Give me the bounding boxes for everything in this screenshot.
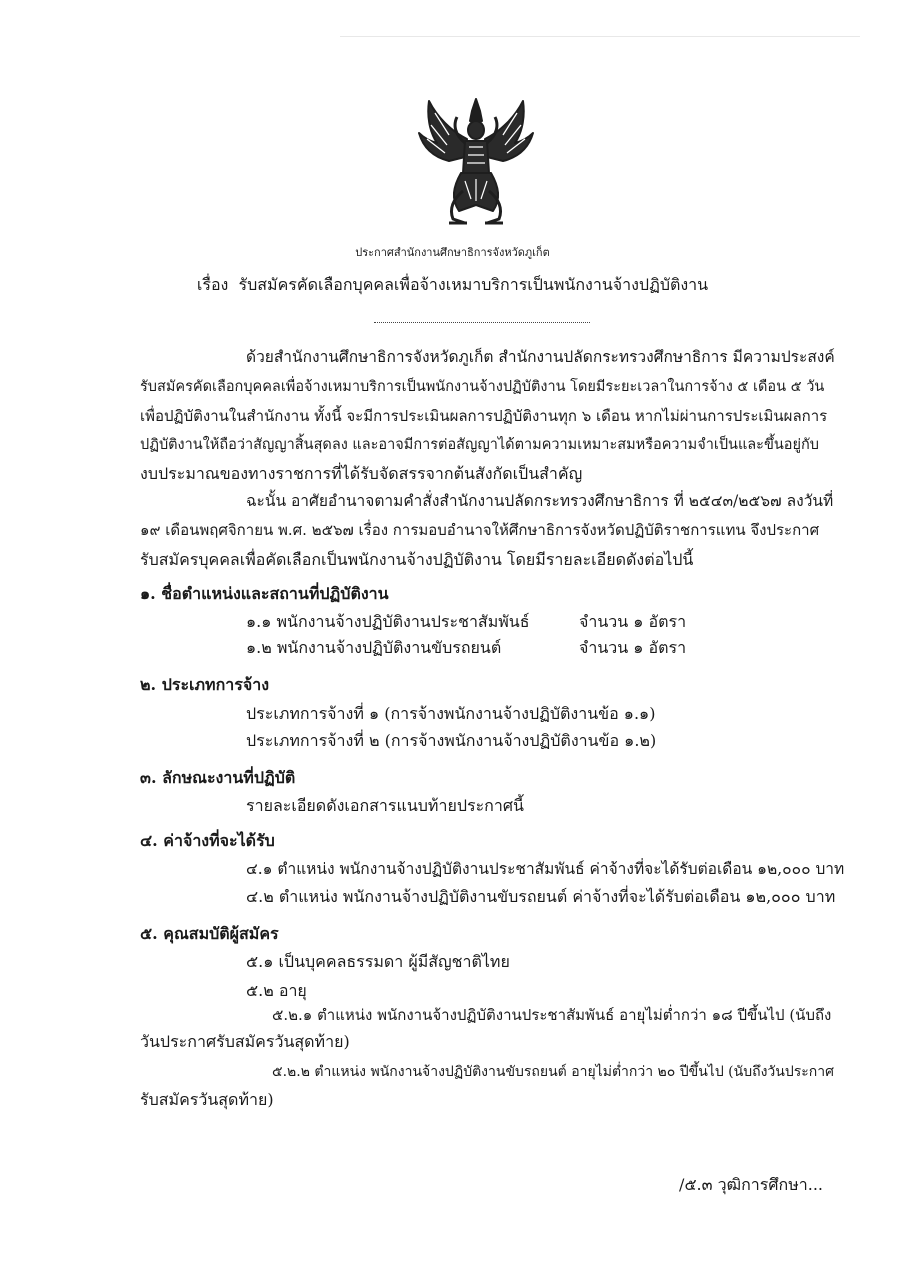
subject-text: รับสมัครคัดเลือกบุคคลเพื่อจ้างเหมาบริการเป็นพนักงานจ้างปฏิบัติงาน xyxy=(238,275,709,294)
garuda-emblem-icon xyxy=(415,95,537,229)
section-5-heading: ๕. คุณสมบัติผู้สมัคร xyxy=(140,924,279,943)
qualification-5-2: ๕.๒ อายุ xyxy=(246,981,307,1000)
employment-type-1: ประเภทการจ้างที่ ๑ (การจ้างพนักงานจ้างปฏิบัติงานข้อ ๑.๑) xyxy=(246,704,656,723)
title-divider xyxy=(374,322,590,323)
section-2-heading: ๒. ประเภทการจ้าง xyxy=(140,675,270,694)
section-3-heading: ๓. ลักษณะงานที่ปฏิบัติ xyxy=(140,768,296,787)
intro-line-5: งบประมาณของทางราชการที่ได้รับจัดสรรจากต้นสังกัดเป็นสำคัญ xyxy=(140,464,583,483)
intro-line-3: เพื่อปฏิบัติงานในสำนักงาน ทั้งนี้ จะมีการประเมินผลการปฏิบัติงานทุก ๖ เดือน หากไม่ผ่านการประเมินผลการ xyxy=(140,407,828,425)
authority-line-2: ๑๙ เดือนพฤศจิกายน พ.ศ. ๒๕๖๗ เรื่อง การมอบอำนาจให้ศึกษาธิการจังหวัดปฏิบัติราชการแทน จึงประกาศ xyxy=(140,521,820,539)
intro-line-4: ปฏิบัติงานให้ถือว่าสัญญาสิ้นสุดลง และอาจมีการต่อสัญญาได้ตามความเหมาะสมหรือความจำเป็นและขึ้นอยู่กับ xyxy=(140,437,819,453)
scan-edge-line xyxy=(340,36,860,37)
authority-line-3: รับสมัครบุคคลเพื่อคัดเลือกเป็นพนักงานจ้างปฏิบัติงาน โดยมีรายละเอียดดังต่อไปนี้ xyxy=(140,550,694,569)
qualification-5-1: ๕.๑ เป็นบุคคลธรรมดา ผู้มีสัญชาติไทย xyxy=(246,952,510,971)
qualification-5-2-1-line-2: วันประกาศรับสมัครวันสุดท้าย) xyxy=(140,1032,350,1051)
job-description-text: รายละเอียดดังเอกสารแนบท้ายประกาศนี้ xyxy=(246,796,524,815)
qualification-5-2-1-line-1: ๕.๒.๑ ตำแหน่ง พนักงานจ้างปฏิบัติงานประชาสัมพันธ์ อายุไม่ต่ำกว่า ๑๘ ปีขึ้นไป (นับถึง xyxy=(272,1006,832,1024)
intro-line-2: รับสมัครคัดเลือกบุคคลเพื่อจ้างเหมาบริการเป็นพนักงานจ้างปฏิบัติงาน โดยมีระยะเวลาในการจ้าง ๕ เดือน ๕ วัน xyxy=(140,379,825,395)
continuation-note: /๕.๓ วุฒิการศึกษา... xyxy=(679,1175,823,1194)
position-1-count: จำนวน ๑ อัตรา xyxy=(579,612,687,631)
wage-line-1: ๔.๑ ตำแหน่ง พนักงานจ้างปฏิบัติงานประชาสัมพันธ์ ค่าจ้างที่จะได้รับต่อเดือน ๑๒,๐๐๐ บาท xyxy=(246,860,845,878)
announcement-subject-line xyxy=(0,273,905,298)
subject-label: เรื่อง xyxy=(196,275,229,294)
wage-line-2: ๔.๒ ตำแหน่ง พนักงานจ้างปฏิบัติงานขับรถยนต์ ค่าจ้างที่จะได้รับต่อเดือน ๑๒,๐๐๐ บาท xyxy=(246,887,836,906)
qualification-5-2-2-line-1: ๕.๒.๒ ตำแหน่ง พนักงานจ้างปฏิบัติงานขับรถยนต์ อายุไม่ต่ำกว่า ๒๐ ปีขึ้นไป (นับถึงวันประกาศ xyxy=(272,1064,834,1080)
position-1-label: ๑.๑ พนักงานจ้างปฏิบัติงานประชาสัมพันธ์ xyxy=(246,612,530,631)
position-2-label: ๑.๒ พนักงานจ้างปฏิบัติงานขับรถยนต์ xyxy=(246,638,502,657)
position-2-count: จำนวน ๑ อัตรา xyxy=(579,638,687,657)
employment-type-2: ประเภทการจ้างที่ ๒ (การจ้างพนักงานจ้างปฏิบัติงานข้อ ๑.๒) xyxy=(246,731,657,750)
qualification-5-2-2-line-2: รับสมัครวันสุดท้าย) xyxy=(140,1090,274,1109)
intro-line-1: ด้วยสำนักงานศึกษาธิการจังหวัดภูเก็ต สำนักงานปลัดกระทรวงศึกษาธิการ มีความประสงค์ xyxy=(246,348,835,366)
authority-line-1: ฉะนั้น อาศัยอำนาจตามคำสั่งสำนักงานปลัดกระทรวงศึกษาธิการ ที่ ๒๕๔๓/๒๕๖๗ ลงวันที่ xyxy=(246,492,834,510)
section-4-heading: ๔. ค่าจ้างที่จะได้รับ xyxy=(140,831,275,850)
announcement-title: ประกาศสำนักงานศึกษาธิการจังหวัดภูเก็ต xyxy=(355,246,550,259)
section-1-heading: ๑. ชื่อตำแหน่งและสถานที่ปฏิบัติงาน xyxy=(140,584,389,603)
